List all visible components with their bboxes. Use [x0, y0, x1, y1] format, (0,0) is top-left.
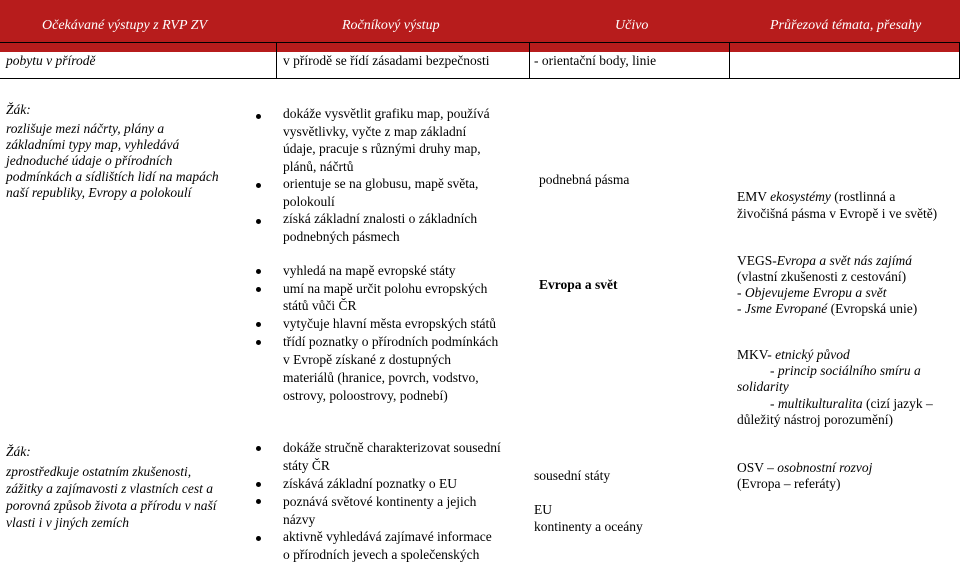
cell-text: základními typy map, vyhledává — [6, 137, 180, 152]
cross-topic-text: živočišná pásma v Evropě i ve světě) — [737, 206, 938, 221]
bullet — [256, 482, 261, 487]
header-expected-outcomes: Očekávané výstupy z RVP ZV — [42, 18, 208, 33]
cell-text: umí na mapě určit polohu evropských — [283, 281, 488, 296]
zak-label: Žák: — [6, 102, 31, 117]
cell-text: zážitky a zajímavosti z vlastních cest a — [6, 481, 213, 496]
cell-text: podmínkách a sídlištích lidí na mapách — [6, 169, 219, 184]
row-divider — [0, 78, 960, 79]
cell-text: podnebných pásmech — [283, 229, 400, 244]
cross-topic-text: OSV – osobnostní rozvoj — [737, 460, 873, 475]
curriculum-item: sousední státy — [534, 468, 611, 483]
bullet — [256, 536, 261, 541]
cell-text: dokáže stručně charakterizovat sousední — [283, 440, 501, 455]
column-divider — [729, 42, 730, 79]
cell-text: v Evropě získané z dostupných — [283, 352, 451, 367]
cell-text: o přírodních jevech a společenských — [283, 547, 480, 562]
cell-text: naší republiky, Evropy a polokoulí — [6, 185, 192, 200]
bullet — [256, 322, 261, 327]
cell-text: získá základní znalosti o základních — [283, 211, 478, 226]
cell-text: údaje, pracuje s různými druhy map, — [283, 141, 481, 156]
cell-text: polokoulí — [283, 194, 335, 209]
curriculum-item: EU — [534, 502, 552, 517]
bullet — [256, 183, 261, 188]
bullet — [256, 269, 261, 274]
cross-topic-text: VEGS-Evropa a svět nás zajímá — [737, 253, 912, 268]
cell-text: rozlišuje mezi náčrty, plány a — [6, 121, 165, 136]
cell-text: materiálů (hranice, povrch, vodstvo, — [283, 370, 479, 385]
bullet — [256, 499, 261, 504]
cross-topic-text: (vlastní zkušenosti z cestování) — [737, 269, 907, 284]
bullet — [256, 219, 261, 224]
cross-topic-text: MKV- etnický původ — [737, 347, 850, 362]
cell-text: orientuje se na globusu, mapě světa, — [283, 176, 479, 191]
column-divider — [529, 42, 530, 79]
header-yearly-outcome: Ročníkový výstup — [342, 18, 440, 33]
cell-text: ostrovy, poloostrovy, podnebí) — [283, 388, 448, 403]
curriculum-item: kontinenty a oceány — [534, 519, 643, 534]
bullet — [256, 446, 261, 451]
cell-text: - orientační body, linie — [534, 53, 657, 68]
table-header — [0, 0, 960, 52]
row-divider — [0, 42, 960, 43]
zak-label: Žák: — [6, 444, 31, 459]
cell-text: třídí poznatky o přírodních podmínkách — [283, 334, 499, 349]
cell-text: státy ČR — [283, 458, 330, 473]
cell-text: jednoduché údaje o přírodních — [6, 153, 173, 168]
cell-text: získává základní poznatky o EU — [283, 476, 457, 491]
bullet — [256, 340, 261, 345]
cross-topic-text: - princip sociálního smíru a — [770, 363, 921, 378]
header-cross-topics: Průřezová témata, přesahy — [770, 18, 922, 33]
header-curriculum: Učivo — [615, 18, 649, 33]
bullet — [256, 287, 261, 292]
bullet — [256, 114, 261, 119]
cross-topic-text: solidarity — [737, 379, 789, 394]
cross-topic-text: důležitý nástroj porozumění) — [737, 412, 893, 427]
cell-text: poznává světové kontinenty a jejich — [283, 494, 477, 509]
cross-topic-text: - Jsme Evropané (Evropská unie) — [737, 301, 918, 316]
cell-text: porovná způsob života a přírodu v naší — [6, 498, 217, 513]
cell-text: pobytu v přírodě — [6, 53, 96, 68]
curriculum-item: Evropa a svět — [539, 277, 618, 292]
cell-text: vyhledá na mapě evropské státy — [283, 263, 456, 278]
cell-text: dokáže vysvětlit grafiku map, používá — [283, 106, 490, 121]
column-divider — [276, 42, 277, 79]
cell-text: v přírodě se řídí zásadami bezpečnosti — [283, 53, 490, 68]
cell-text: aktivně vyhledává zajímavé informace — [283, 529, 492, 544]
cell-text: vlasti i v jiných zemích — [6, 515, 129, 530]
cell-text: vysvětlivky, vyčte z map základní — [283, 124, 467, 139]
cross-topic-text: - multikulturalita (cizí jazyk – — [770, 396, 933, 411]
cell-text: zprostředkuje ostatním zkušenosti, — [6, 464, 192, 479]
cross-topic-text: (Evropa – referáty) — [737, 476, 841, 491]
cross-topic-text: - Objevujeme Evropu a svět — [737, 285, 887, 300]
curriculum-item: podnebná pásma — [539, 172, 630, 187]
cell-text: názvy — [283, 512, 316, 527]
cell-text: plánů, náčrtů — [283, 159, 354, 174]
cell-text: vytyčuje hlavní města evropských států — [283, 316, 496, 331]
cell-text: států vůči ČR — [283, 298, 357, 313]
cross-topic-text: EMV ekosystémy (rostlinná a — [737, 189, 896, 204]
